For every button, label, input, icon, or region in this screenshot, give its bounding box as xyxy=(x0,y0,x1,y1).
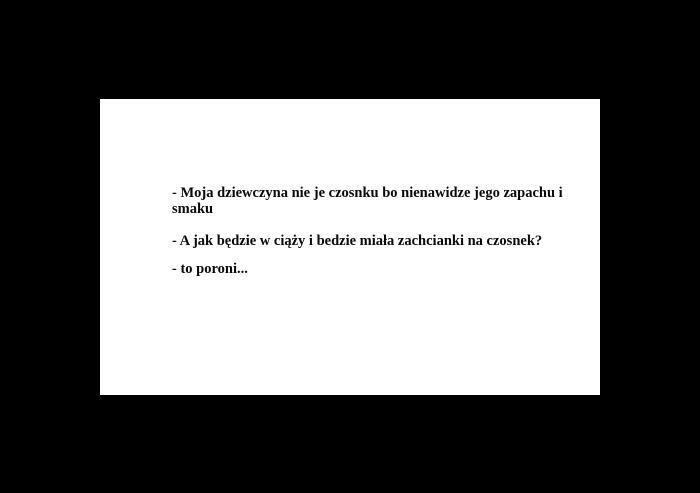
joke-line: - Moja dziewczyna nie je czosnku bo nienawidze jego zapachu i xyxy=(172,185,563,201)
joke-paragraph-2 xyxy=(172,233,572,249)
joke-paragraph-3 xyxy=(172,261,572,277)
joke-line: - A jak będzie w ciąży i bedzie miała zachcianki na czosnek? xyxy=(172,233,543,249)
joke-card xyxy=(100,99,600,395)
joke-paragraph-1 xyxy=(172,185,572,217)
joke-line: smaku xyxy=(172,201,214,217)
joke-text-block xyxy=(172,185,572,277)
joke-line: - to poroni... xyxy=(172,261,248,277)
